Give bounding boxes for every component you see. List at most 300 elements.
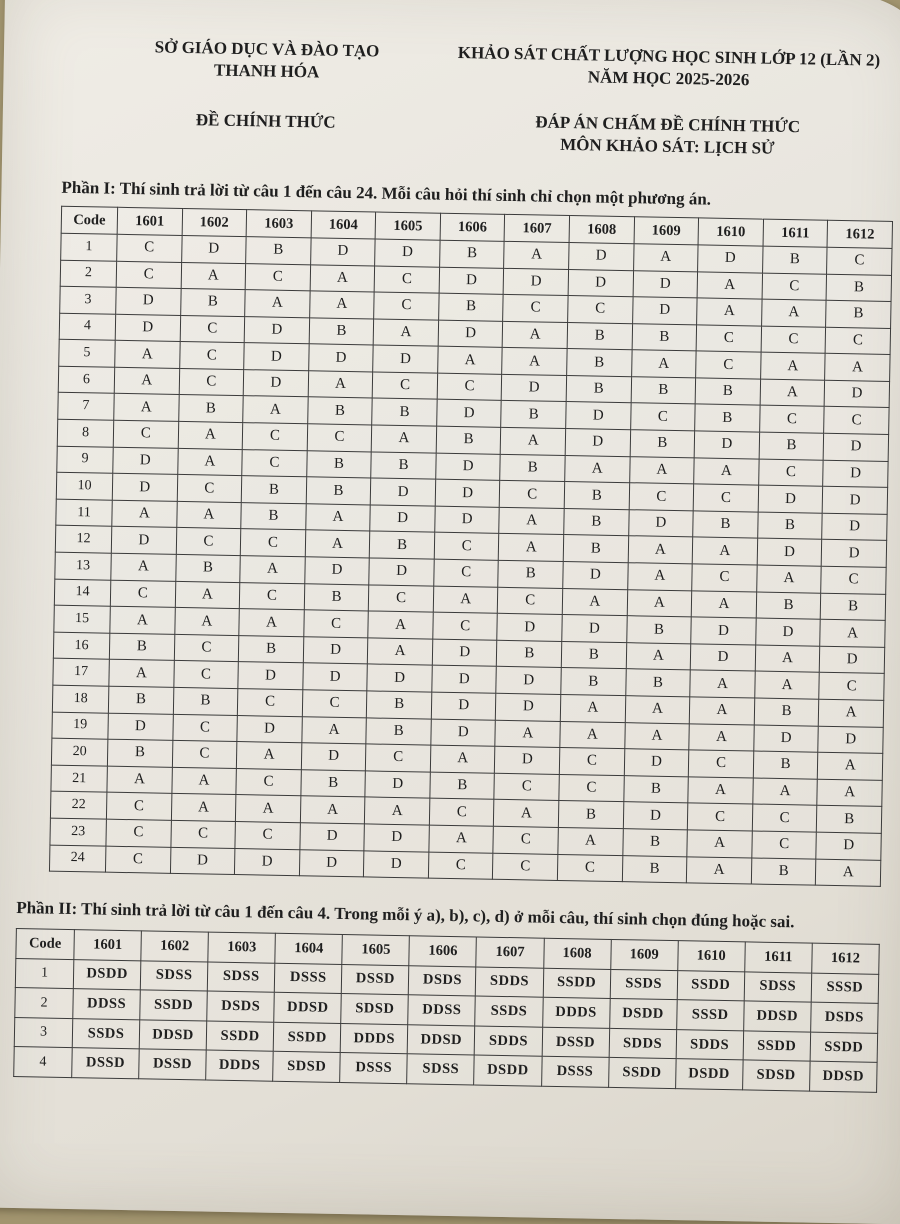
answer-cell: D: [632, 297, 697, 325]
answer-cell: D: [691, 617, 756, 645]
answer-cell: DSSD: [139, 1049, 207, 1080]
answer-cell: C: [366, 744, 431, 772]
answer-cell: SDDS: [609, 1028, 677, 1059]
answer-cell: D: [690, 644, 755, 672]
answer-cell: A: [688, 777, 753, 805]
answer-cell: C: [429, 798, 494, 826]
answer-cell: B: [693, 511, 758, 539]
answer-cell: D: [758, 485, 823, 513]
answer-cell: A: [494, 800, 559, 828]
answer-cell: B: [563, 535, 628, 563]
answer-cell: D: [300, 823, 365, 851]
question-number: 2: [15, 988, 74, 1019]
answer-cell: A: [691, 590, 756, 618]
answer-cell: C: [557, 854, 622, 882]
answer-cell: B: [759, 432, 824, 460]
answer-cell: B: [501, 401, 566, 429]
answer-cell: D: [818, 726, 883, 754]
answer-cell: B: [821, 593, 886, 621]
exam-code-header: 1609: [634, 217, 699, 245]
answer-cell: D: [244, 316, 309, 344]
answer-cell: A: [503, 321, 568, 349]
answer-cell: C: [630, 403, 695, 431]
answer-cell: C: [692, 564, 757, 592]
answer-cell: A: [181, 262, 246, 290]
answer-cell: D: [305, 557, 370, 585]
answer-cell: C: [171, 820, 236, 848]
answer-cell: A: [687, 830, 752, 858]
question-number: 9: [57, 446, 113, 474]
answer-cell: SSSD: [811, 973, 879, 1004]
answer-cell: C: [824, 407, 889, 435]
code-header: Code: [61, 207, 117, 235]
answer-cell: SSDD: [810, 1032, 878, 1063]
answer-cell: D: [562, 615, 627, 643]
answer-cell: D: [504, 268, 569, 296]
answer-cell: B: [301, 770, 366, 798]
answer-cell: C: [240, 529, 305, 557]
question-number: 13: [55, 552, 111, 580]
answer-cell: A: [633, 244, 698, 272]
answer-cell: A: [687, 856, 752, 884]
answer-cell: C: [106, 819, 171, 847]
answer-cell: DDSD: [743, 1001, 811, 1032]
answer-cell: SDSS: [140, 961, 208, 992]
answer-cell: D: [439, 267, 504, 295]
answer-cell: C: [374, 292, 439, 320]
answer-cell: B: [626, 616, 691, 644]
answer-cell: D: [565, 429, 630, 457]
answer-cell: A: [820, 619, 885, 647]
answer-cell: D: [243, 369, 308, 397]
answer-cell: B: [757, 512, 822, 540]
answer-cell: A: [373, 319, 438, 347]
answer-cell: D: [496, 667, 561, 695]
answer-cell: A: [178, 421, 243, 449]
exam-code-header: 1612: [827, 221, 892, 249]
answer-cell: B: [558, 801, 623, 829]
answer-cell: D: [694, 431, 759, 459]
answer-cell: B: [366, 718, 431, 746]
answer-cell: B: [304, 583, 369, 611]
answer-cell: C: [172, 714, 237, 742]
answer-cell: D: [431, 692, 496, 720]
answer-cell: A: [502, 348, 567, 376]
answer-cell: C: [568, 296, 633, 324]
answer-cell: B: [436, 426, 501, 454]
answer-cell: B: [561, 668, 626, 696]
answer-cell: A: [504, 241, 569, 269]
answer-cell: C: [106, 793, 171, 821]
exam-code-header: 1607: [505, 215, 570, 243]
answer-cell: D: [497, 614, 562, 642]
answer-cell: C: [113, 420, 178, 448]
answer-cell: A: [816, 859, 881, 887]
exam-code-header: 1605: [342, 935, 410, 966]
answer-cell: C: [819, 673, 884, 701]
answer-cell: DSSD: [542, 1027, 610, 1058]
answer-cell: D: [822, 540, 887, 568]
exam-code-header: 1604: [275, 933, 343, 964]
answer-cell: SSSD: [676, 1000, 744, 1031]
answer-cell: C: [372, 372, 437, 400]
answer-cell: DDSD: [408, 1025, 476, 1056]
answer-cell: C: [827, 247, 892, 275]
answer-cell: B: [439, 293, 504, 321]
exam-code-header: 1611: [745, 942, 813, 973]
answer-cell: SSDS: [475, 996, 543, 1027]
answer-cell: B: [178, 395, 243, 423]
exam-code-header: 1602: [141, 931, 209, 962]
answer-cell: SDDS: [676, 1030, 744, 1061]
answer-cell: A: [109, 660, 174, 688]
answer-cell: B: [180, 289, 245, 317]
subject-label: MÔN KHẢO SÁT: LỊCH SỬ: [559, 135, 775, 159]
answer-cell: C: [174, 634, 239, 662]
answer-cell: B: [107, 739, 172, 767]
answer-cell: SSDS: [72, 1018, 140, 1049]
answer-cell: B: [695, 378, 760, 406]
answer-cell: D: [310, 238, 375, 266]
answer-cell: B: [625, 669, 690, 697]
exam-code-header: 1605: [375, 212, 440, 240]
exam-code-header: 1607: [476, 937, 544, 968]
answer-cell: A: [558, 827, 623, 855]
answer-cell: D: [371, 478, 436, 506]
answer-cell: D: [432, 639, 497, 667]
answer-cell: C: [493, 853, 558, 881]
answer-cell: SDSD: [341, 994, 409, 1025]
answer-cell: C: [242, 449, 307, 477]
answer-cell: B: [306, 450, 371, 478]
exam-code-header: 1608: [543, 938, 611, 969]
answer-cell: D: [108, 713, 173, 741]
answer-cell: C: [503, 294, 568, 322]
answer-cell: A: [438, 346, 503, 374]
answer-cell: A: [501, 427, 566, 455]
answer-cell: DSDD: [675, 1059, 743, 1090]
answer-cell: A: [308, 371, 373, 399]
answer-cell: B: [307, 397, 372, 425]
answer-cell: D: [823, 460, 888, 488]
answer-cell: B: [753, 751, 818, 779]
answer-cell: C: [433, 612, 498, 640]
answer-cell: B: [762, 246, 827, 274]
answer-cell: DSSD: [72, 1048, 140, 1079]
answer-cell: D: [367, 664, 432, 692]
answer-cell: DSDD: [474, 1055, 542, 1086]
answer-cell: A: [631, 350, 696, 378]
answer-cell: D: [235, 848, 300, 876]
answer-cell: DDDS: [206, 1051, 274, 1082]
answer-cell: C: [117, 234, 182, 262]
exam-code-header: 1603: [208, 932, 276, 963]
answer-cell: A: [627, 589, 692, 617]
question-number: 3: [14, 1017, 73, 1048]
answer-cell: A: [690, 670, 755, 698]
answer-cell: A: [111, 553, 176, 581]
answer-cell: A: [755, 645, 820, 673]
code-header: Code: [16, 929, 75, 960]
answer-cell: A: [760, 379, 825, 407]
answer-cell: D: [436, 453, 501, 481]
authority-name: SỞ GIÁO DỤC VÀ ĐÀO TẠO: [154, 37, 380, 61]
answer-cell: C: [307, 424, 372, 452]
answer-cell: A: [692, 537, 757, 565]
answer-cell: C: [428, 852, 493, 880]
answer-cell: SDDS: [476, 967, 544, 998]
answer-cell: B: [826, 300, 891, 328]
answer-cell: D: [299, 849, 364, 877]
exam-code-header: 1603: [246, 210, 311, 238]
answer-cell: C: [500, 481, 565, 509]
document-header: [28, 34, 900, 162]
answer-cell: SSDD: [677, 970, 745, 1001]
answer-cell: D: [569, 242, 634, 270]
answer-cell: A: [300, 796, 365, 824]
answer-cell: SDSS: [407, 1054, 475, 1085]
answer-cell: D: [756, 618, 821, 646]
answer-cell: SSDD: [743, 1031, 811, 1062]
answer-cell: D: [495, 746, 560, 774]
exam-title-block: [430, 42, 900, 163]
exam-code-header: 1601: [74, 930, 142, 961]
answer-cell: A: [243, 396, 308, 424]
answer-cell: A: [433, 586, 498, 614]
question-number: 10: [56, 472, 112, 500]
answer-cell: B: [567, 322, 632, 350]
answer-cell: B: [632, 323, 697, 351]
answer-cell: D: [112, 473, 177, 501]
answer-cell: DSSS: [275, 963, 343, 994]
question-number: 11: [56, 499, 112, 527]
answer-cell: D: [823, 433, 888, 461]
answer-cell: A: [624, 722, 689, 750]
answer-cell: B: [306, 477, 371, 505]
answer-cell: D: [370, 505, 435, 533]
question-number: 3: [60, 286, 116, 314]
question-number: 7: [58, 393, 114, 421]
answer-cell: C: [236, 768, 301, 796]
answer-cell: B: [756, 592, 821, 620]
answer-cell: C: [494, 773, 559, 801]
answer-cell: SDSS: [744, 972, 812, 1003]
answer-cell: D: [432, 666, 497, 694]
answer-cell: DSDD: [73, 959, 141, 990]
answer-cell: A: [175, 581, 240, 609]
answer-cell: C: [696, 325, 761, 353]
answer-cell: B: [567, 349, 632, 377]
answer-cell: A: [236, 795, 301, 823]
answer-cell: B: [817, 806, 882, 834]
answer-cell: D: [628, 510, 693, 538]
answer-cell: D: [113, 447, 178, 475]
answer-cell: SDSD: [742, 1060, 810, 1091]
answer-cell: D: [566, 402, 631, 430]
answer-cell: A: [560, 721, 625, 749]
answer-cell: C: [172, 741, 237, 769]
answer-cell: DSSS: [541, 1057, 609, 1088]
official-exam-label: ĐỀ CHÍNH THỨC: [195, 110, 336, 132]
issuing-authority-block: [100, 35, 432, 153]
answer-cell: A: [753, 778, 818, 806]
answer-cell: DDDS: [340, 1023, 408, 1054]
answer-cell: A: [689, 697, 754, 725]
answer-cell: D: [754, 725, 819, 753]
answer-cell: A: [107, 766, 172, 794]
exam-code-header: 1611: [763, 219, 828, 247]
answer-cell: C: [238, 689, 303, 717]
answer-cell: A: [495, 720, 560, 748]
answer-cell: C: [245, 263, 310, 291]
answer-cell: C: [696, 351, 761, 379]
answer-cell: D: [238, 662, 303, 690]
answer-cell: A: [115, 341, 180, 369]
answer-cell: C: [752, 831, 817, 859]
answer-cell: C: [116, 261, 181, 289]
answer-cell: D: [816, 832, 881, 860]
answer-cell: C: [179, 368, 244, 396]
answer-cell: D: [115, 314, 180, 342]
answer-cell: A: [237, 742, 302, 770]
question-number: 4: [59, 313, 115, 341]
answer-cell: C: [434, 533, 499, 561]
answer-cell: A: [760, 352, 825, 380]
answer-cell: A: [430, 745, 495, 773]
answer-cell: D: [237, 715, 302, 743]
answer-cell: C: [559, 774, 624, 802]
answer-cell: B: [370, 531, 435, 559]
answer-cell: C: [374, 265, 439, 293]
answer-cell: DSSS: [340, 1053, 408, 1084]
answer-cell: B: [108, 686, 173, 714]
answer-cell: D: [375, 239, 440, 267]
answer-cell: C: [302, 690, 367, 718]
answer-cell: B: [498, 560, 563, 588]
exam-code-header: 1610: [698, 218, 763, 246]
answer-cell: D: [181, 235, 246, 263]
answer-cell: D: [822, 513, 887, 541]
answer-cell: A: [309, 291, 374, 319]
exam-code-header: 1610: [677, 941, 745, 972]
answer-cell: DSDD: [609, 999, 677, 1030]
question-number: 6: [58, 366, 114, 394]
answer-cell: A: [114, 367, 179, 395]
answer-cell: A: [171, 794, 236, 822]
answer-cell: B: [371, 452, 436, 480]
question-number: 12: [55, 526, 111, 554]
answer-cell: A: [240, 556, 305, 584]
exam-title: KHẢO SÁT CHẤT LƯỢNG HỌC SINH LỚP 12 (LẦN 2): [457, 42, 881, 70]
answer-cell: B: [622, 829, 687, 857]
answer-cell: C: [498, 587, 563, 615]
answer-cell: A: [176, 501, 241, 529]
answer-cell: DDSS: [408, 995, 476, 1026]
part2-title: Phần II: Thí sinh trả lời từ câu 1 đến câu 4. Trong mỗi ý a), b), c), d) ở mỗi câu, thí sinh chọn đúng hoặc sai.: [16, 898, 795, 932]
answer-cell: SSDS: [610, 969, 678, 1000]
answer-cell: D: [435, 479, 500, 507]
answer-cell: D: [820, 646, 885, 674]
answer-cell: DSDS: [409, 965, 477, 996]
answer-cell: A: [629, 456, 694, 484]
exam-code-header: 1606: [440, 213, 505, 241]
answer-cell: B: [630, 430, 695, 458]
answer-cell: D: [431, 719, 496, 747]
answer-cell: B: [564, 482, 629, 510]
answer-cell: C: [242, 423, 307, 451]
answer-cell: C: [369, 585, 434, 613]
answer-cell: SSDD: [206, 1021, 274, 1052]
answer-cell: D: [438, 320, 503, 348]
answer-cell: B: [175, 554, 240, 582]
answer-cell: C: [105, 846, 170, 874]
answer-cell: D: [633, 270, 698, 298]
answer-cell: D: [308, 344, 373, 372]
answer-cell: DDDS: [542, 997, 610, 1028]
answer-cell: A: [110, 606, 175, 634]
answer-cell: A: [565, 455, 630, 483]
answer-cell: D: [373, 345, 438, 373]
exam-code-header: 1608: [569, 216, 634, 244]
answer-cell: A: [177, 448, 242, 476]
answer-cell: D: [757, 538, 822, 566]
question-number: 14: [54, 579, 110, 607]
question-number: 1: [15, 958, 74, 989]
answer-cell: A: [694, 458, 759, 486]
exam-code-header: 1612: [812, 943, 880, 974]
answer-cell: A: [112, 500, 177, 528]
answer-cell: DDSD: [274, 993, 342, 1024]
answer-cell: D: [111, 527, 176, 555]
part1-title: Phần I: Thí sinh trả lời từ câu 1 đến câu 24. Mỗi câu hỏi thí sinh chỉ chọn một phương án.: [61, 178, 712, 210]
question-number: 2: [60, 260, 116, 288]
answer-cell: A: [171, 767, 236, 795]
answer-cell: SDSS: [207, 962, 275, 993]
answer-cell: B: [430, 772, 495, 800]
answer-cell: A: [302, 716, 367, 744]
answer-cell: C: [759, 406, 824, 434]
answer-cell: A: [697, 271, 762, 299]
answer-cell: B: [622, 855, 687, 883]
answer-cell: SSDD: [543, 968, 611, 999]
answer-cell: C: [239, 582, 304, 610]
answer-cell: D: [116, 287, 181, 315]
answer-cell: D: [824, 380, 889, 408]
answer-cell: DSDS: [207, 991, 275, 1022]
question-number: 21: [51, 765, 107, 793]
answer-cell: B: [561, 641, 626, 669]
answer-cell: B: [695, 404, 760, 432]
answer-cell: C: [235, 822, 300, 850]
answer-cell: D: [303, 663, 368, 691]
answer-cell: A: [819, 699, 884, 727]
answer-cell: A: [818, 752, 883, 780]
question-number: 5: [59, 340, 115, 368]
answer-cell: D: [624, 749, 689, 777]
answer-cell: C: [110, 580, 175, 608]
answer-cell: C: [434, 559, 499, 587]
answer-cell: D: [437, 400, 502, 428]
answer-cell: A: [628, 536, 693, 564]
answer-cell: A: [372, 425, 437, 453]
answer-cell: A: [245, 290, 310, 318]
question-number: 24: [49, 845, 105, 873]
answer-cell: D: [623, 802, 688, 830]
answer-cell: A: [368, 638, 433, 666]
answer-cell: D: [823, 486, 888, 514]
answer-cell: A: [626, 642, 691, 670]
answer-cell: B: [623, 775, 688, 803]
